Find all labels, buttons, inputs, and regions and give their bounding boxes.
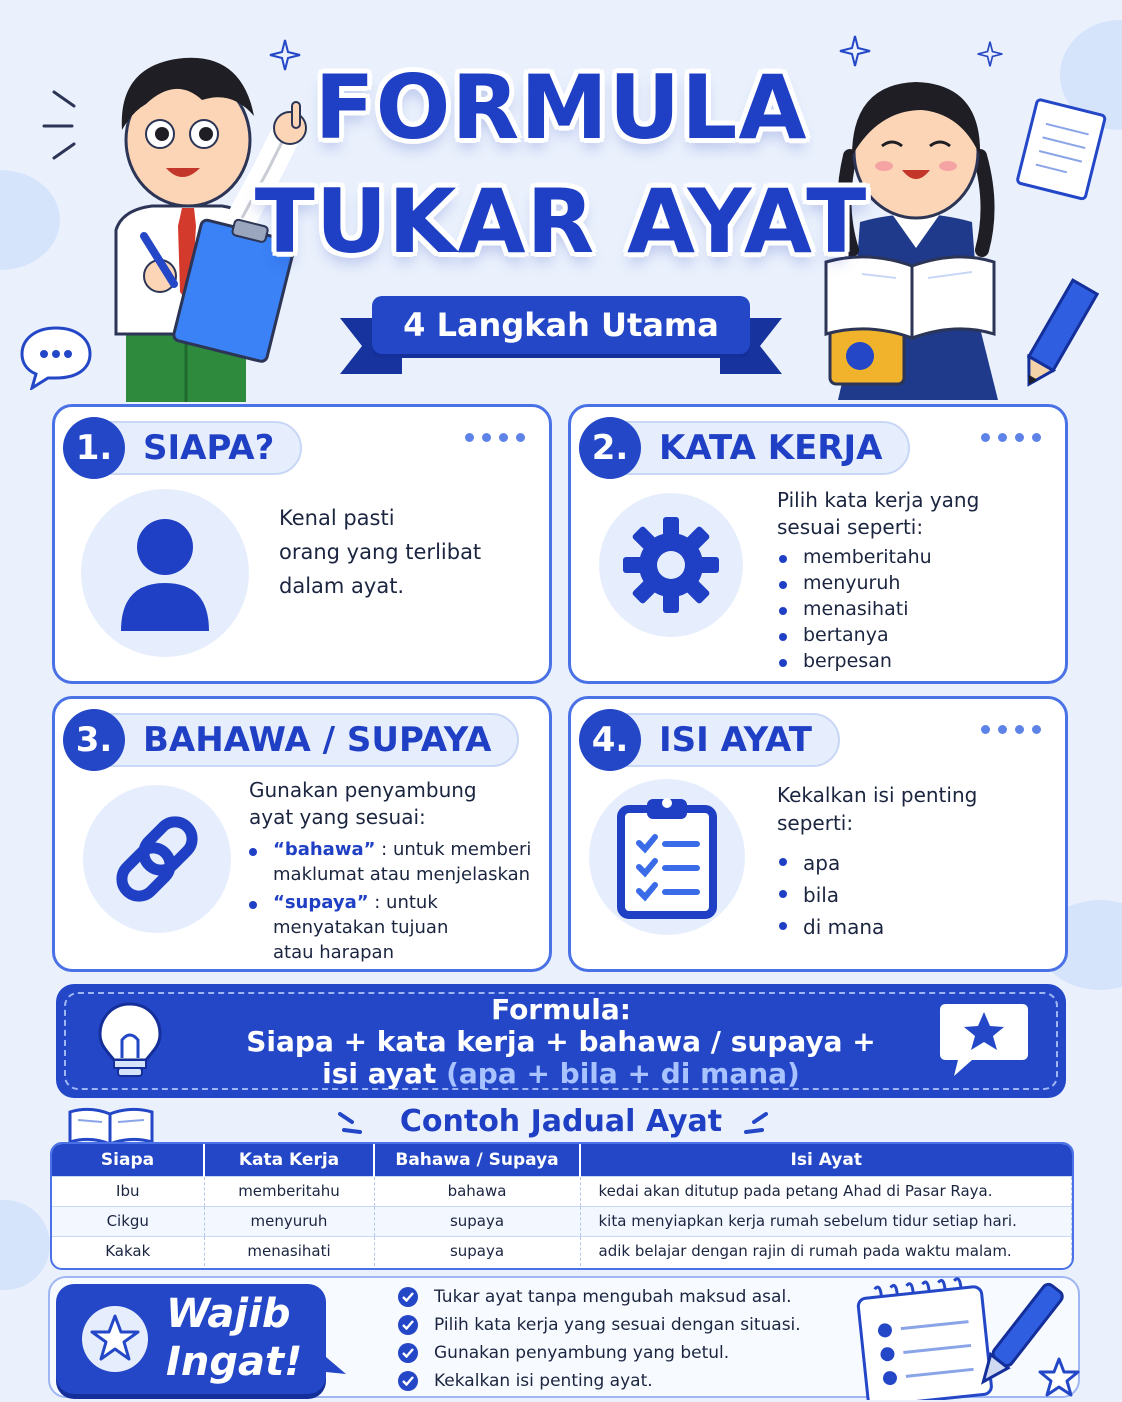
check-circle-icon (398, 1315, 418, 1335)
icon-badge (589, 779, 745, 935)
list-item: bertanya (779, 622, 932, 648)
clipboard-checklist-icon (615, 795, 719, 919)
icon-badge (599, 493, 743, 637)
step-tag (581, 421, 910, 475)
decor-dots (981, 433, 1041, 442)
reminder-list (398, 1283, 801, 1395)
column-header: Kata Kerja (204, 1144, 374, 1176)
table-cell: memberitahu (204, 1176, 374, 1206)
decor-dots (981, 725, 1041, 734)
list-item: Pilih kata kerja yang sesuai dengan situasi. (398, 1311, 801, 1339)
list-item: memberitahu (779, 544, 932, 570)
bg-blob (0, 1200, 50, 1290)
verb-list (779, 544, 932, 674)
column-header: Isi Ayat (580, 1144, 1072, 1176)
table-cell: Ibu (52, 1176, 204, 1206)
step-title: BAHAWA / SUPAYA (143, 720, 492, 760)
step-number: 1. (63, 417, 125, 479)
list-item: bila (779, 879, 884, 911)
list-item: “bahawa” : untuk memberi maklumat atau menjelaskan (249, 837, 531, 887)
step-number: 3. (63, 709, 125, 771)
table-header-row (52, 1144, 1072, 1176)
formula-line-2: isi ayat (apa + bila + di mana) (322, 1057, 800, 1090)
step-intro: Kekalkan isi penting seperti: (777, 783, 978, 835)
title-line-2: TUKAR AYAT (254, 170, 868, 273)
gear-icon (621, 515, 721, 615)
table-cell: adik belajar dengan rajin di rumah pada waktu malam. (580, 1236, 1072, 1266)
icon-badge (81, 489, 249, 657)
formula-label: Formula: (491, 993, 631, 1026)
table-cell: kedai akan ditutup pada petang Ahad di Pasar Raya. (580, 1176, 1072, 1206)
table-cell: kita menyiapkan kerja rumah sebelum tidur setiap hari. (580, 1206, 1072, 1236)
star-outline-icon (1038, 1356, 1080, 1398)
list-item: Gunakan penyambung yang betul. (398, 1339, 801, 1367)
column-header: Bahawa / Supaya (374, 1144, 580, 1176)
table-row (52, 1206, 1072, 1236)
keyword-bahawa: “bahawa” (273, 839, 376, 860)
step-title: ISI AYAT (659, 720, 812, 760)
step-tag (581, 713, 840, 767)
step-number: 4. (579, 709, 641, 771)
list-item: berpesan (779, 648, 932, 674)
step-card-3 (52, 696, 552, 972)
subtitle-ribbon: 4 Langkah Utama (372, 296, 750, 354)
person-icon (115, 513, 215, 633)
list-item: apa (779, 847, 884, 879)
table-title: Contoh Jadual Ayat (399, 1104, 723, 1139)
step-tag (65, 421, 302, 475)
step-number: 2. (579, 417, 641, 479)
step-card-1 (52, 404, 552, 684)
table-cell: bahawa (374, 1176, 580, 1206)
step-card-4 (568, 696, 1068, 972)
step-description: Kenal pasti orang yang terlibat dalam ayat. (279, 506, 482, 598)
table-row (52, 1236, 1072, 1266)
content-list (779, 847, 884, 943)
table-cell: menasihati (204, 1236, 374, 1266)
icon-badge (83, 785, 231, 933)
table-row (52, 1176, 1072, 1206)
list-item: di mana (779, 911, 884, 943)
list-item: “supaya” : untuk menyatakan tujuan atau harapan (249, 890, 531, 965)
decor-dots (465, 433, 525, 442)
lightbulb-icon (94, 1000, 166, 1080)
table-cell: Cikgu (52, 1206, 204, 1236)
speech-bubble-icon (18, 324, 94, 390)
column-header: Siapa (52, 1144, 204, 1176)
star-icon (80, 1304, 150, 1374)
list-item: menyuruh (779, 570, 932, 596)
step-card-2 (568, 404, 1068, 684)
step-intro: Pilih kata kerja yang sesuai seperti: (777, 488, 980, 539)
table-cell: Kakak (52, 1236, 204, 1266)
list-item: Kekalkan isi penting ayat. (398, 1367, 801, 1395)
list-item: Tukar ayat tanpa mengubah maksud asal. (398, 1283, 801, 1311)
pencil-icon (1016, 272, 1100, 396)
check-circle-icon (398, 1287, 418, 1307)
check-circle-icon (398, 1371, 418, 1391)
step-tag (65, 713, 519, 767)
example-table (50, 1142, 1074, 1270)
formula-line-1: Siapa + kata kerja + bahawa / supaya + (246, 1025, 876, 1058)
table-cell: supaya (374, 1236, 580, 1266)
check-circle-icon (398, 1343, 418, 1363)
title-line-1: FORMULA (314, 56, 808, 159)
link-icon (107, 809, 207, 909)
keyword-supaya: “supaya” (273, 892, 369, 913)
formula-banner (56, 984, 1066, 1098)
step-title: KATA KERJA (659, 428, 883, 468)
reminder-title: Wajib Ingat! (166, 1291, 303, 1385)
star-chat-icon (938, 1000, 1030, 1080)
step-intro: Gunakan penyambung ayat yang sesuai: (249, 778, 477, 829)
step-title: SIAPA? (143, 428, 275, 468)
table-cell: supaya (374, 1206, 580, 1236)
table-cell: menyuruh (204, 1206, 374, 1236)
list-item: menasihati (779, 596, 932, 622)
connector-list (249, 837, 531, 965)
